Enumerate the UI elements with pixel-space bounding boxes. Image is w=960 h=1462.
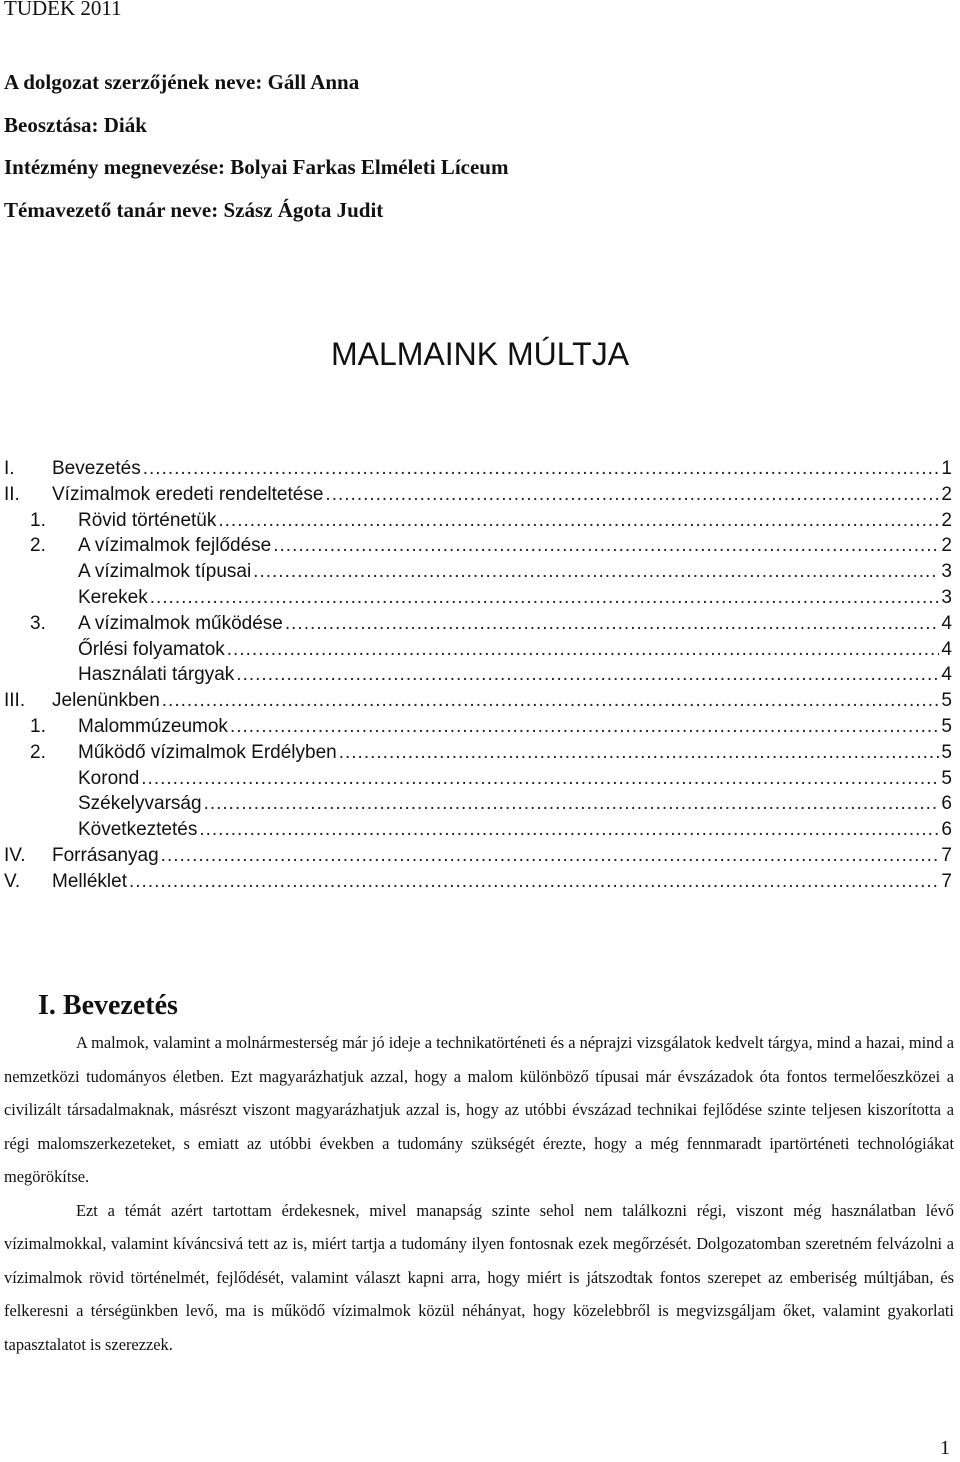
author-line: A dolgozat szerzőjének neve: Gáll Anna <box>4 70 360 94</box>
document-title: MALMAINK MÚLTJA <box>330 336 630 372</box>
toc-entry[interactable] <box>4 483 952 512</box>
toc-entry[interactable] <box>78 639 952 667</box>
toc-entry-page: 7 <box>941 870 952 892</box>
toc-dot-leader <box>162 690 940 712</box>
toc-entry-page: 6 <box>941 819 952 841</box>
toc-entry[interactable] <box>78 793 952 821</box>
toc-entry[interactable] <box>78 819 952 847</box>
toc-entry[interactable] <box>78 664 952 692</box>
toc-dot-leader <box>141 768 939 790</box>
toc-dot-leader <box>143 458 940 480</box>
toc-dot-leader <box>253 561 939 583</box>
toc-entry-title: Kerekek <box>78 587 148 608</box>
toc-dot-leader <box>150 587 940 609</box>
toc-entry-page: 4 <box>941 638 952 660</box>
toc-entry-page: 5 <box>941 741 952 763</box>
toc-entry-page: 2 <box>941 483 952 505</box>
toc-entry[interactable] <box>4 690 952 718</box>
toc-entry-number: 1. <box>30 509 46 531</box>
toc-entry[interactable] <box>30 716 952 744</box>
toc-dot-leader <box>199 819 939 841</box>
toc-entry[interactable] <box>30 741 952 770</box>
toc-entry-number: IV. <box>4 845 26 866</box>
toc-entry-page: 2 <box>941 535 952 557</box>
toc-dot-leader <box>339 742 940 764</box>
toc-entry-title: Jelenünkben <box>52 690 160 712</box>
toc-entry-number: V. <box>4 870 21 892</box>
toc-dot-leader <box>227 639 940 661</box>
toc-entry-number: 3. <box>30 612 46 634</box>
toc-entry-title: A vízimalmok típusai <box>78 561 252 583</box>
toc-entry-page: 5 <box>941 767 952 789</box>
institution-line: Intézmény megnevezése: Bolyai Farkas Elméleti Líceum <box>4 155 509 179</box>
toc-entry-number: II. <box>4 483 20 505</box>
toc-entry-page: 5 <box>941 690 952 712</box>
toc-entry-page: 2 <box>941 509 952 531</box>
toc-entry[interactable] <box>30 612 952 641</box>
toc-entry-page: 5 <box>941 716 952 737</box>
toc-entry[interactable] <box>78 587 952 615</box>
toc-dot-leader <box>218 510 939 532</box>
toc-dot-leader <box>285 613 940 635</box>
toc-entry-title: Korond <box>78 767 140 789</box>
toc-dot-leader <box>204 793 940 815</box>
running-header: TUDEK 2011 <box>4 0 122 20</box>
paragraph-1: A malmok, valamint a molnármesterség már jó ideje a technikatörténeti és a néprajzi vizsgálatok kedvelt tárgya, mind a hazai, mind a nemzetközi tudományos életben. Ezt magyarázhatjuk azzal, hogy a malom különböző típusai már évszázadok óta fontos termelőeszközei a civilizált társadalmaknak, másrészt viszont magyarázhatjuk azzal is, hogy az utóbbi évszázad technikai fejlődése szinte teljesen kiszorította a régi malomszerkezeteket, s emiatt az utóbbi években a tudomány szükségét érezte, hogy a még fennmaradt ipartörténeti technológiákat megörökítse. <box>4 1033 954 1186</box>
toc-entry[interactable] <box>30 535 952 563</box>
toc-dot-leader <box>325 484 939 506</box>
toc-entry[interactable] <box>78 561 952 589</box>
toc-entry-page: 4 <box>941 664 952 686</box>
toc-dot-leader <box>129 871 939 893</box>
toc-entry-title: Következtetés <box>78 819 198 841</box>
toc-entry-title: Székelyvarság <box>78 793 202 815</box>
toc-entry-page: 3 <box>941 587 952 608</box>
page-number: 1 <box>940 1437 950 1459</box>
toc-entry-page: 3 <box>941 561 952 583</box>
position-line: Beosztása: Diák <box>4 113 147 137</box>
toc-entry[interactable] <box>78 768 952 796</box>
toc-entry[interactable] <box>4 845 952 873</box>
toc-entry-title: Vízimalmok eredeti rendeltetése <box>52 483 324 505</box>
toc-entry-number: 1. <box>30 716 46 737</box>
toc-dot-leader <box>273 535 939 557</box>
toc-entry-title: A vízimalmok működése <box>78 612 283 634</box>
toc-entry-number: 2. <box>30 535 46 557</box>
toc-dot-leader <box>236 664 939 686</box>
toc-entry-page: 7 <box>941 845 952 866</box>
toc-dot-leader <box>230 716 939 738</box>
toc-dot-leader <box>161 845 940 867</box>
toc-entry-number: III. <box>4 690 26 712</box>
toc-entry-title: Melléklet <box>52 870 127 892</box>
toc-entry[interactable] <box>4 870 952 899</box>
toc-entry-number: 2. <box>30 741 46 763</box>
supervisor-line: Témavezető tanár neve: Szász Ágota Judit <box>4 198 384 222</box>
paragraph-2: Ezt a témát azért tartottam érdekesnek, mivel manapság szinte sehol nem találkozni régi, viszont még használatban lévő vízimalmokkal, valamint kíváncsivá tett az is, miért tartja a tudomány ilyen fontosnak ezek megőrzését. Dolgozatomban szeretném felvázolni a vízimalmok rövid történelmét, fejlődését, valamint választ kapni arra, hogy miért is játszodtak fontos szerepet az emberiség múltjában, és felkeresni a térségünkben levő, ma is működő vízimalmok közül néhányat, hogy közelebbről is megvizsgáljam őket, valamint gyakorlati tapasztalatot is szerezzek. <box>4 1200 954 1354</box>
toc-entry[interactable] <box>4 458 952 486</box>
toc-entry-number: I. <box>4 458 15 479</box>
toc-entry-page: 1 <box>941 458 952 479</box>
toc-entry-title: Rövid történetük <box>78 509 217 531</box>
toc-entry-title: Használati tárgyak <box>78 664 235 686</box>
section-heading: I. Bevezetés <box>38 990 178 1021</box>
toc-entry-page: 6 <box>941 793 952 815</box>
toc-entry-title: A vízimalmok fejlődése <box>78 535 272 557</box>
section-body <box>4 1026 954 1361</box>
toc-entry-title: Forrásanyag <box>52 845 159 866</box>
toc-entry-title: Malommúzeumok <box>78 716 228 737</box>
toc-entry-title: Bevezetés <box>52 458 141 479</box>
toc-entry-title: Őrlési folyamatok <box>78 638 225 660</box>
toc-entry[interactable] <box>30 509 952 538</box>
toc-entry-title: Működő vízimalmok Erdélyben <box>78 741 337 763</box>
toc-entry-page: 4 <box>941 612 952 634</box>
